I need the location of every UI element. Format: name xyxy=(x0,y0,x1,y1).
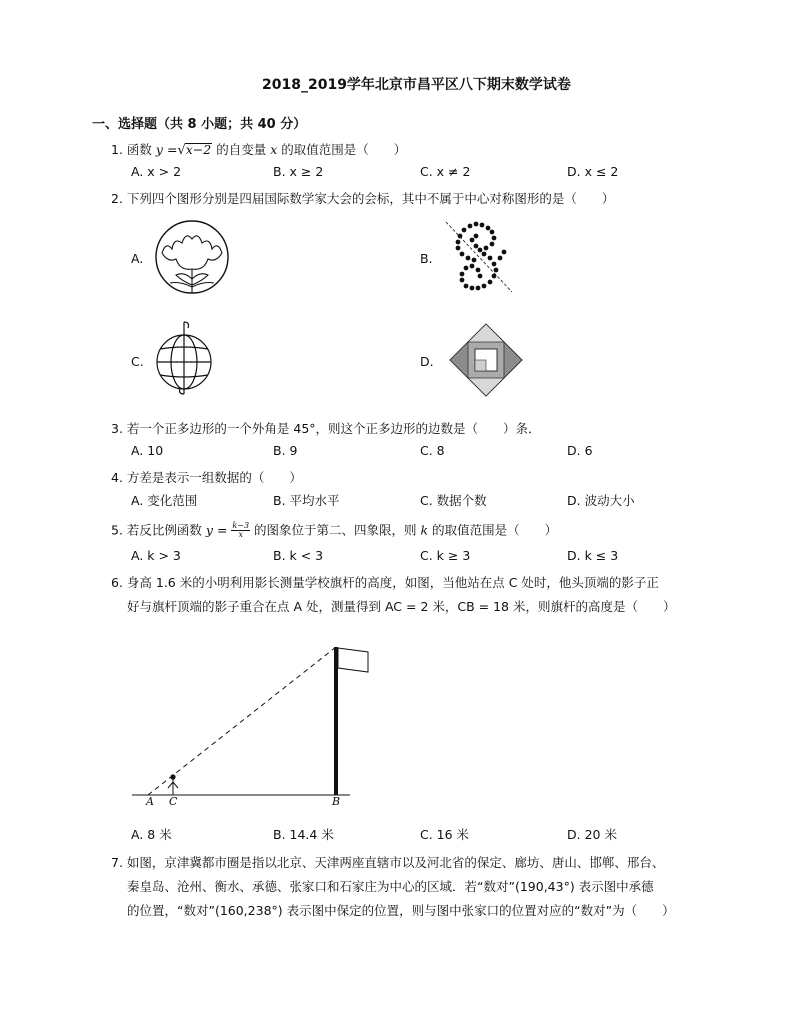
q1-var-y: y xyxy=(155,142,163,157)
q5-var-y: y xyxy=(205,522,213,538)
section-heading: 一、选择题（共 8 小题；共 40 分） xyxy=(92,117,307,132)
q1-option-b: B. x ≥ 2 xyxy=(273,164,324,179)
q3-option-c: C. 8 xyxy=(420,443,445,458)
question-7-line-3: 的位置，“数对”(160,238°) 表示图中保定的位置，则与图中张家口的位置对应的“数对”为（ ） xyxy=(127,903,675,918)
q3-option-b: B. 9 xyxy=(273,443,298,458)
q2-label-b: B. xyxy=(420,251,433,266)
q5-eq: = xyxy=(216,522,228,538)
question-6-line-2: 好与旗杆顶端的影子重合在点 A 处，测量得到 AC = 2 米，CB = 18 米，则旗杆的高度是（ ） xyxy=(127,599,676,614)
q5-option-c: C. k ≥ 3 xyxy=(420,548,471,563)
label-point-b: B xyxy=(332,795,341,808)
q4-option-c: C. 数据个数 xyxy=(420,493,487,508)
question-6-line-1: 6. 身高 1.6 米的小明利用影长测量学校旗杆的高度，如图，当他站在点 C 处时，他头顶端的影子正 xyxy=(111,575,659,590)
q5-option-d: D. k ≤ 3 xyxy=(567,548,619,563)
question-2: 2. 下列四个图形分别是四届国际数学家大会的会标，其中不属于中心对称图形的是（ ） xyxy=(111,191,615,206)
q5-denominator: x xyxy=(238,530,243,540)
q6-option-c: C. 16 米 xyxy=(420,827,470,842)
label-point-a: A xyxy=(146,795,154,808)
q1-post: 的取值范围是（ ） xyxy=(281,142,407,157)
q5-prefix: 5. 若反比例函数 xyxy=(111,522,202,538)
q4-option-b: B. 平均水平 xyxy=(273,493,340,508)
q6-option-d: D. 20 米 xyxy=(567,827,617,842)
q1-option-d: D. x ≤ 2 xyxy=(567,164,619,179)
q6-option-b: B. 14.4 米 xyxy=(273,827,334,842)
q5-post: 的图象位于第二、四象限，则 xyxy=(254,522,417,538)
question-1: 1. 函数 y =√x−2 的自变量 x 的取值范围是（ ） xyxy=(111,142,407,158)
q5-var-k: k xyxy=(420,522,429,538)
q3-option-d: D. 6 xyxy=(567,443,593,458)
q3-option-a: A. 10 xyxy=(131,443,164,458)
question-4: 4. 方差是表示一组数据的（ ） xyxy=(111,470,302,485)
q2-label-a: A. xyxy=(131,251,144,266)
flagpole xyxy=(334,647,338,795)
page-title: 2018_2019学年北京市昌平区八下期末数学试卷 xyxy=(262,77,571,93)
question-3: 3. 若一个正多边形的一个外角是 45°，则这个正多边形的边数是（ ）条． xyxy=(111,421,541,436)
q5-post2: 的取值范围是（ ） xyxy=(432,522,558,538)
label-point-c: C xyxy=(169,795,178,808)
q5-numerator: k−3 xyxy=(232,521,250,530)
question-7-line-1: 7. 如图，京津冀都市圈是指以北京、天津两座直辖市以及河北省的保定、廊坊、唐山、邯郸、邢台、 xyxy=(111,855,665,870)
shadow-dashed-line xyxy=(148,647,336,795)
q1-radicand: x−2 xyxy=(185,142,212,157)
q1-prefix: 1. 函数 xyxy=(111,142,152,157)
q5-option-b: B. k < 3 xyxy=(273,548,324,563)
q1-option-a: A. x > 2 xyxy=(131,164,182,179)
q2-label-d: D. xyxy=(420,354,434,369)
q1-var-x: x xyxy=(270,142,278,157)
q1-mid: 的自变量 xyxy=(216,142,267,157)
person-head xyxy=(170,774,175,779)
q4-option-a: A. 变化范围 xyxy=(131,493,198,508)
flag xyxy=(338,648,368,672)
q4-option-d: D. 波动大小 xyxy=(567,493,635,508)
q2-label-c: C. xyxy=(131,354,144,369)
question-7-line-2: 秦皇岛、沧州、衡水、承德、张家口和石家庄为中心的区域．若“数对”(190,43°) 表示图中承德 xyxy=(127,879,654,894)
q6-option-a: A. 8 米 xyxy=(131,827,172,842)
q1-option-c: C. x ≠ 2 xyxy=(420,164,471,179)
q5-option-a: A. k > 3 xyxy=(131,548,181,563)
q1-eq: = xyxy=(166,142,178,157)
